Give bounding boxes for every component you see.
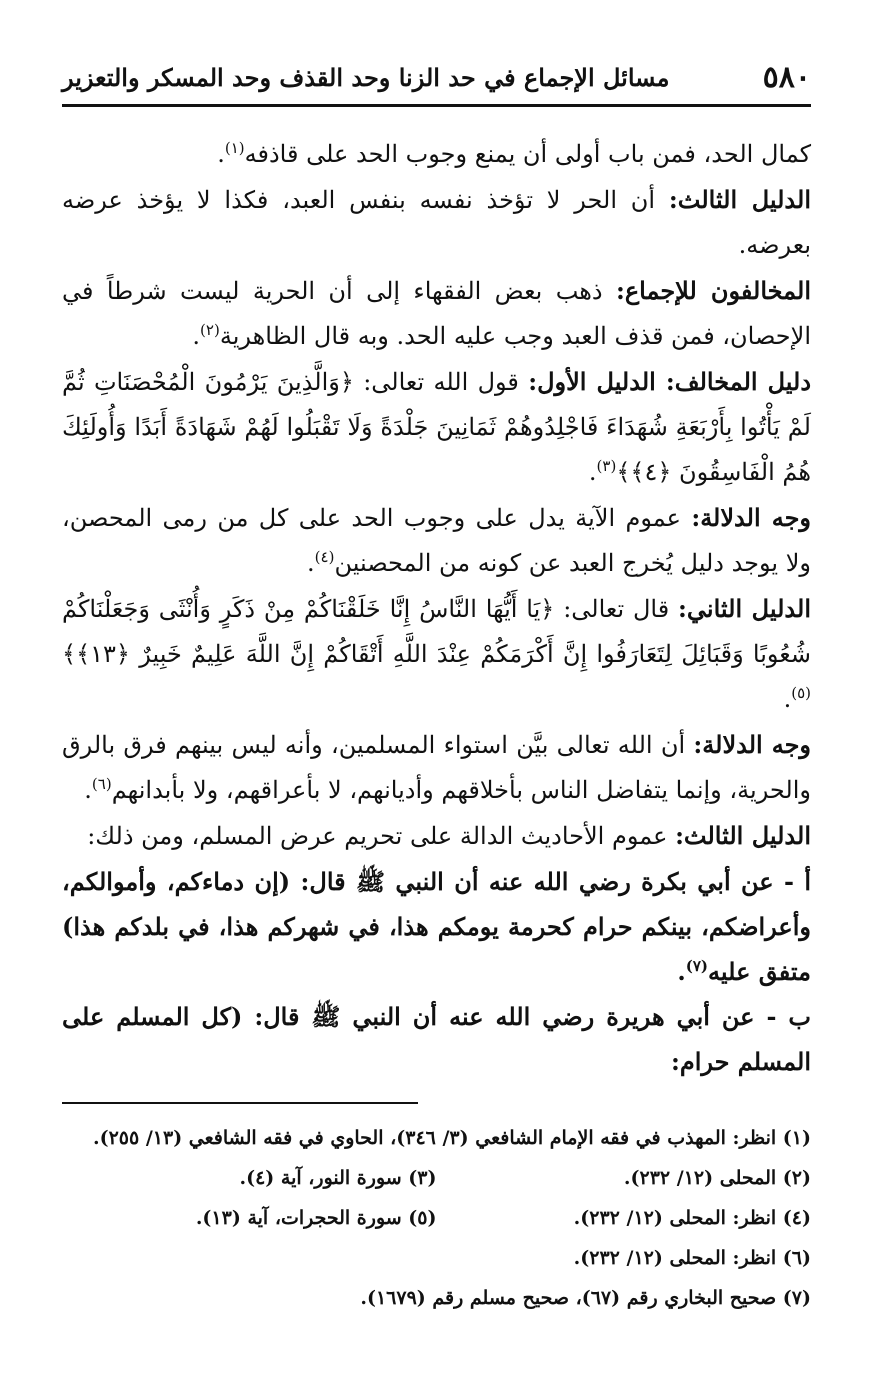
footnote-ref-5[interactable]: (٥) [791, 684, 811, 702]
footnote-ref-7[interactable]: (٧) [685, 957, 709, 975]
paragraph-5: وجه الدلالة: عموم الآية يدل على وجوب الحد على كل من رمى المحصن، ولا يوجد دليل يُخرج العبد عن كونه من المحصنين$^{(٤)}$. [62, 503, 812, 577]
footnote-5: (٥) سورة الحجرات، آية (١٣). [195, 1207, 437, 1229]
footnote-row-4 [62, 1238, 811, 1278]
footnote-ref-2[interactable]: (٢) [200, 321, 220, 339]
page-header [62, 60, 811, 96]
footnote-ref-1[interactable]: (١) [224, 139, 245, 157]
hadith-a: أ - عن أبي بكرة رضي الله عنه أن النبي ﷺ قال: (إن دماءكم، وأموالكم، وأعراضكم، بينكم حرام كحرمة يومكم هذا، في شهركم هذا، في بلدكم هذا) متفق عليه$^{(٧)}$. [62, 867, 811, 986]
footnote-7: (٧) صحيح البخاري رقم (٦٧)، صحيح مسلم رقم (١٦٧٩). [360, 1287, 811, 1309]
footnote-2: (٢) المحلى (١٢/ ٢٣٢). [623, 1167, 811, 1189]
footnote-ref-6[interactable]: (٦) [91, 775, 112, 793]
paragraph-2: الدليل الثالث: أن الحر لا تؤخذ نفسه بنفس العبد، فكذا لا يؤخذ عرضه بعرضه. [62, 185, 811, 259]
quran-verse-nur-4: ﴿وَالَّذِينَ يَرْمُونَ الْمُحْصَنَاتِ ثُمَّ لَمْ يَأْتُوا بِأَرْبَعَةِ شُهَدَاءَ فَاجْلِدُوهُمْ ثَمَانِينَ جَلْدَةً وَلَا تَقْبَلُوا لَهُمْ شَهَادَةً أَبَدًا وَأُولَئِكَ هُمُ الْفَاسِقُونَ ﴿٤﴾﴾ [62, 368, 811, 486]
hadith-b: ب - عن أبي هريرة رضي الله عنه أن النبي ﷺ قال: (كل المسلم على المسلم حرام: [62, 1002, 811, 1076]
heading-second-evidence: الدليل الثاني: [678, 594, 811, 623]
footnote-rule [62, 1102, 418, 1104]
heading-third-evidence: الدليل الثالث: [668, 185, 811, 214]
paragraph-8: الدليل الثالث: عموم الأحاديث الدالة على تحريم عرض المسلم، ومن ذلك: [87, 821, 811, 850]
page-number: ٥٨٠ [762, 60, 811, 95]
header-rule [62, 104, 811, 107]
body-text [62, 132, 811, 1084]
footnote-3: (٣) سورة النور، آية (٤). [239, 1167, 437, 1189]
footnote-row-1 [62, 1118, 811, 1158]
paragraph-7: وجه الدلالة: أن الله تعالى بيَّن استواء المسلمين، وأنه ليس بينهم فرق بالرق والحرية، وإنما يتفاضل الناس بأخلاقهم وأديانهم، لا بأعراقهم، ولا بأبدانهم$^{(٦)}$. [62, 730, 811, 804]
footnote-4: (٤) انظر: المحلى (١٢/ ٢٣٢). [573, 1207, 811, 1229]
heading-dissenters: المخالفون للإجماع: [615, 276, 812, 305]
heading-inference-1: وجه الدلالة: [691, 503, 812, 532]
footnote-6: (٦) انظر: المحلى (١٢/ ٢٣٢). [573, 1247, 811, 1269]
heading-dissenter-evidence: دليل المخالف: الدليل الأول: [528, 367, 812, 396]
footnote-row-3 [62, 1198, 811, 1238]
paragraph-4: دليل المخالف: الدليل الأول: قول الله تعالى: ﴿وَالَّذِينَ يَرْمُونَ الْمُحْصَنَاتِ ثُمَّ لَمْ يَأْتُوا بِأَرْبَعَةِ شُهَدَاءَ فَاجْلِدُوهُمْ ثَمَانِينَ جَلْدَةً وَلَا تَقْبَلُوا لَهُمْ شَهَادَةً أَبَدًا وَأُولَئِكَ هُمُ الْفَاسِقُونَ ﴿٤﴾﴾$^{(٣)}$. [62, 367, 812, 486]
paragraph-1: كمال الحد، فمن باب أولى أن يمنع وجوب الحد على قاذفه$^{(١)}$. [217, 139, 811, 168]
heading-inference-2: وجه الدلالة: [693, 730, 811, 759]
footnote-1: (١) انظر: المهذب في فقه الإمام الشافعي (٣/ ٣٤٦)، الحاوي في فقه الشافعي (١٣/ ٢٥٥). [92, 1127, 811, 1149]
footnote-row-5 [62, 1278, 811, 1318]
running-title: مسائل الإجماع في حد الزنا وحد القذف وحد المسكر والتعزير [62, 63, 670, 92]
paragraph-3: المخالفون للإجماع: ذهب بعض الفقهاء إلى أن الحرية ليست شرطاً في الإحصان، فمن قذف العبد وجب عليه الحد. وبه قال الظاهرية$^{(٢)}$. [62, 276, 812, 350]
footnote-row-2 [62, 1158, 811, 1198]
paragraph-6: الدليل الثاني: قال تعالى: ﴿يَا أَيُّهَا النَّاسُ إِنَّا خَلَقْنَاكُمْ مِنْ ذَكَرٍ وَأُنْثَى وَجَعَلْنَاكُمْ شُعُوبًا وَقَبَائِلَ لِتَعَارَفُوا إِنَّ أَكْرَمَكُمْ عِنْدَ اللَّهِ أَتْقَاكُمْ إِنَّ اللَّهَ عَلِيمٌ خَبِيرٌ ﴿١٣﴾﴾$^{(٥)}$. [62, 594, 811, 713]
heading-third-evidence-2: الدليل الثالث: [675, 821, 811, 850]
quran-verse-hujurat-13: ﴿يَا أَيُّهَا النَّاسُ إِنَّا خَلَقْنَاكُمْ مِنْ ذَكَرٍ وَأُنْثَى وَجَعَلْنَاكُمْ شُعُوبًا وَقَبَائِلَ لِتَعَارَفُوا إِنَّ أَكْرَمَكُمْ عِنْدَ اللَّهِ أَتْقَاكُمْ إِنَّ اللَّهَ عَلِيمٌ خَبِيرٌ ﴿١٣﴾﴾ [62, 595, 811, 668]
footnotes [62, 1118, 811, 1318]
footnote-ref-4[interactable]: (٤) [314, 548, 335, 566]
footnote-ref-3[interactable]: (٣) [596, 457, 617, 475]
